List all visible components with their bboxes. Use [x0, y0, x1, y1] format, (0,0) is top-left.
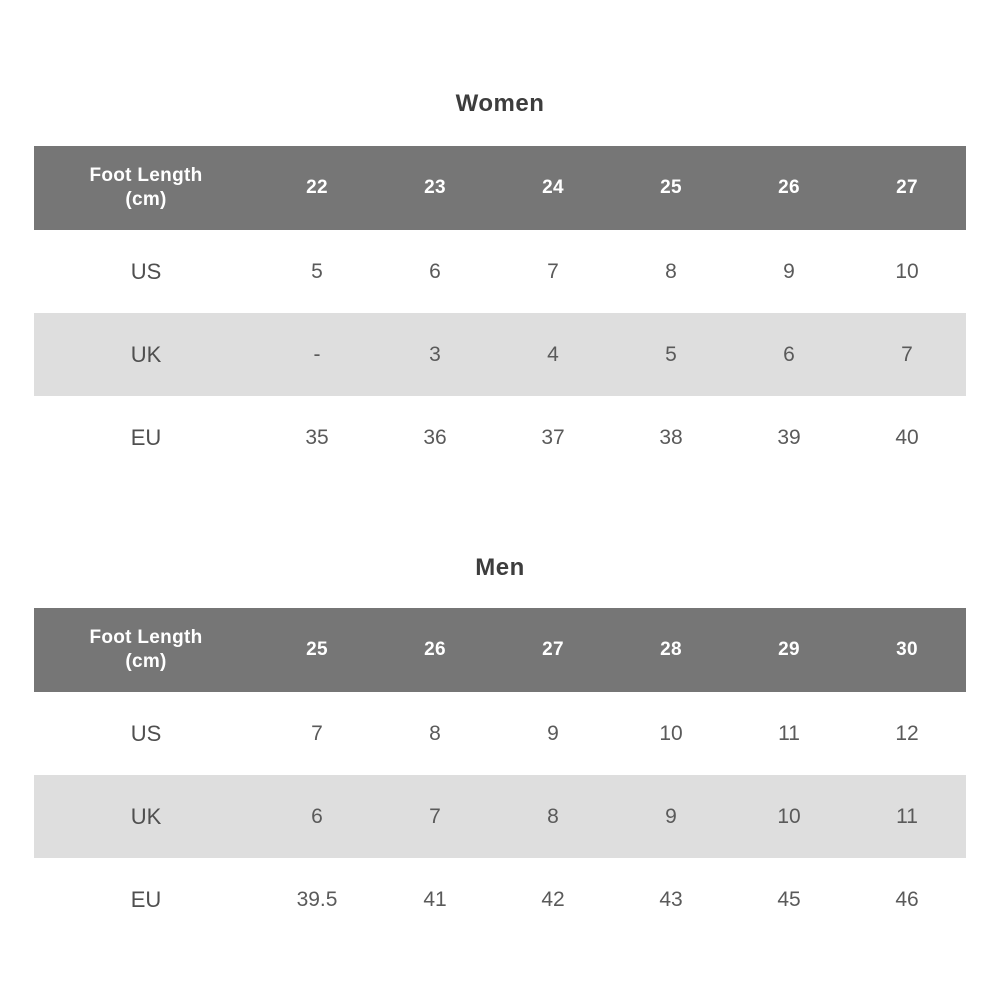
size-header-cell: 27 — [494, 608, 612, 692]
table-cell: 6 — [258, 775, 376, 858]
table-row — [34, 858, 966, 941]
size-header-cell: 26 — [376, 608, 494, 692]
row-label: US — [130, 720, 162, 746]
table-cell: 42 — [541, 887, 565, 911]
row-label: US — [130, 258, 162, 284]
table-cell: 10 — [895, 259, 919, 283]
size-header-cell: 25 — [612, 146, 730, 230]
women-table-body — [34, 230, 966, 479]
table-cell: 7 — [547, 259, 559, 283]
men-table-body — [34, 692, 966, 941]
size-header-cell: 27 — [848, 146, 966, 230]
men-table-head — [34, 608, 966, 692]
table-row — [34, 775, 966, 858]
table-cell: 10 — [659, 721, 683, 745]
table-cell: 10 — [730, 775, 848, 858]
foot-length-header-line2: (cm) — [125, 189, 167, 210]
table-cell: 45 — [777, 887, 801, 911]
table-cell: 39 — [777, 425, 801, 449]
size-header-cell: 29 — [730, 608, 848, 692]
row-label: UK — [34, 775, 258, 858]
table-cell: 6 — [730, 313, 848, 396]
table-cell: 37 — [541, 425, 565, 449]
table-cell: 8 — [665, 259, 677, 283]
table-cell: 7 — [848, 313, 966, 396]
men-size-section — [0, 479, 1000, 941]
table-row — [34, 313, 966, 396]
size-header-cell: 23 — [376, 146, 494, 230]
table-cell: 12 — [895, 721, 919, 745]
table-cell: 7 — [311, 721, 323, 745]
table-cell: 7 — [376, 775, 494, 858]
table-header-row — [34, 608, 966, 692]
table-cell: 8 — [429, 721, 441, 745]
table-cell: 5 — [612, 313, 730, 396]
table-cell: 36 — [423, 425, 447, 449]
table-cell: 41 — [423, 887, 447, 911]
row-label: EU — [130, 886, 162, 912]
table-cell: 11 — [778, 721, 800, 745]
table-row — [34, 692, 966, 775]
table-cell: 40 — [895, 425, 919, 449]
men-section-title: Men — [475, 554, 525, 581]
table-cell: 9 — [547, 721, 559, 745]
foot-length-header-line1: Foot Length — [89, 627, 203, 649]
table-cell: 4 — [494, 313, 612, 396]
table-cell: 9 — [612, 775, 730, 858]
table-cell: 35 — [305, 425, 329, 449]
women-size-table — [34, 146, 966, 479]
foot-length-header — [34, 608, 258, 692]
row-label: EU — [130, 424, 162, 450]
size-header-cell: 22 — [258, 146, 376, 230]
table-cell: 39.5 — [296, 887, 338, 911]
size-header-cell: 28 — [612, 608, 730, 692]
table-row — [34, 230, 966, 313]
size-header-cell: 26 — [730, 146, 848, 230]
table-cell: 5 — [311, 259, 323, 283]
table-cell: 43 — [659, 887, 683, 911]
table-cell: 3 — [376, 313, 494, 396]
size-header-cell: 30 — [848, 608, 966, 692]
men-size-table — [34, 608, 966, 941]
foot-length-header — [34, 146, 258, 230]
women-table-head — [34, 146, 966, 230]
foot-length-header-line1: Foot Length — [89, 165, 203, 187]
women-section-title: Women — [455, 90, 545, 117]
size-header-cell: 24 — [494, 146, 612, 230]
size-header-cell: 25 — [258, 608, 376, 692]
table-header-row — [34, 146, 966, 230]
foot-length-header-line2: (cm) — [125, 651, 167, 672]
table-cell: 8 — [494, 775, 612, 858]
women-size-section — [0, 0, 1000, 479]
table-cell: 38 — [659, 425, 683, 449]
row-label: UK — [34, 313, 258, 396]
table-cell: 6 — [429, 259, 441, 283]
table-cell: 9 — [783, 259, 795, 283]
table-cell: - — [258, 313, 376, 396]
table-cell: 11 — [848, 775, 966, 858]
table-cell: 46 — [895, 887, 919, 911]
table-row — [34, 396, 966, 479]
